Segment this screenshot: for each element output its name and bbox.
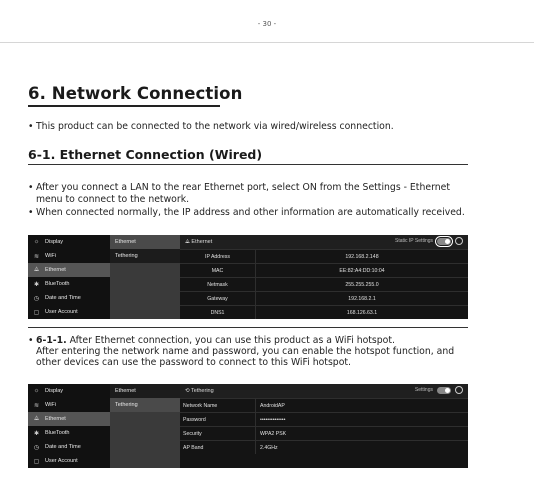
bluetooth-icon: ✱ [33,430,40,437]
sidebar-label: WiFi [45,402,56,408]
sidebar-label: Date and Time [45,444,81,450]
wifi-icon: ≋ [33,253,40,260]
settings-sidebar [28,235,110,319]
bluetooth-icon: ✱ [33,281,40,288]
table-row [180,277,468,291]
sidebar-item-display[interactable] [28,235,110,249]
settings-submenu [110,384,180,468]
panel-header-title: ⟲ Tethering [185,388,214,394]
sidebar-item-date-time[interactable] [28,440,110,454]
submenu-item-ethernet[interactable]: Ethernet [115,388,136,394]
clock-icon: ◷ [33,295,40,302]
sidebar-item-ethernet[interactable] [28,412,110,426]
table-row [180,426,468,440]
submenu-empty-area [110,412,180,468]
row-key: Netmask [207,281,228,288]
sidebar-item-ethernet[interactable] [28,263,110,277]
section-title-underline [28,105,220,107]
submenu-empty-area [110,263,180,319]
user-icon: ▢ [33,458,40,465]
submenu-item-ethernet[interactable]: Ethernet [110,235,180,249]
ethernet-bullet-2: • When connected normally, the IP address and other information are automatically received. [28,207,468,219]
table-row [180,412,468,426]
sidebar-label: User Account [45,458,78,464]
row-key: Password [183,416,206,423]
panel-header-controls [395,237,463,245]
clock-icon: ◷ [33,444,40,451]
sidebar-item-date-time[interactable] [28,291,110,305]
ethernet-icon: ⟁ [33,266,40,273]
sidebar-label: Ethernet [45,416,66,422]
row-value: 192.168.2.1 [255,292,468,305]
panel-header [180,384,468,398]
static-ip-toggle[interactable] [437,238,451,245]
sidebar-label: Date and Time [45,295,81,301]
ap-band-select[interactable]: 2.4GHz [255,441,468,454]
section-intro [28,121,394,133]
table-row [180,291,468,305]
row-key: IP Address [205,253,230,260]
sidebar-item-wifi[interactable] [28,398,110,412]
sidebar-item-user-account[interactable] [28,454,110,468]
row-key: Network Name [183,402,218,409]
table-row [180,440,468,454]
subsection-title-underline [28,164,468,165]
sidebar-item-user-account[interactable] [28,305,110,319]
sidebar-label: Display [45,239,64,245]
gear-icon[interactable] [455,237,463,245]
submenu-item-tethering[interactable]: Tethering [115,253,138,259]
password-field[interactable]: •••••••••••••• [255,413,468,426]
hotspot-instructions [28,335,468,368]
header-divider [0,42,534,43]
display-icon: ☼ [33,239,40,245]
display-icon: ☼ [33,388,40,394]
panel-header-title: ⟁ Ethernet [185,238,213,245]
settings-sidebar [28,384,110,468]
settings-submenu [110,235,180,319]
panel-header-controls [415,386,463,394]
panel-header [180,235,468,249]
hotspot-toggle[interactable] [437,387,451,394]
sidebar-item-bluetooth[interactable] [28,426,110,440]
row-value: 192.168.2.148 [255,250,468,263]
row-key: MAC [211,267,224,274]
settings-label: Settings [414,387,433,393]
ethernet-bullet-1: • After you connect a LAN to the rear Ethernet port, select ON from the Settings - Ethernet menu to connect to the network. [28,182,468,205]
hotspot-label: 6-1-1. [36,335,67,346]
tethering-detail-panel [180,384,468,468]
row-key: Security [183,430,202,437]
page-number: - 30 - [257,20,277,28]
gear-icon[interactable] [455,386,463,394]
row-key: DNS1 [210,309,225,316]
section-title: 6. Network Connection [28,84,243,103]
sidebar-label: Ethernet [45,267,66,273]
sidebar-item-bluetooth[interactable] [28,277,110,291]
sidebar-item-display[interactable] [28,384,110,398]
section-divider [28,327,468,328]
row-value: EE:82:A4:DD:10:04 [255,264,468,277]
submenu-item-tethering[interactable]: Tethering [110,398,180,412]
subsection-title: 6-1. Ethernet Connection (Wired) [28,147,263,162]
security-select[interactable]: WPA2 PSK [255,427,468,440]
static-ip-label: Static IP Settings [395,238,433,244]
sidebar-label: Display [45,388,64,394]
table-row [180,398,468,412]
intro-bullet: • This product can be connected to the network via wired/wireless connection. [28,121,394,133]
hotspot-bullet [28,335,468,346]
ethernet-icon: ⟁ [33,415,40,422]
sidebar-label: WiFi [45,253,56,259]
sidebar-label: BlueTooth [45,430,70,436]
network-name-field[interactable]: AndroidAP [255,399,468,412]
row-key: AP Band [183,444,204,451]
ethernet-settings-screenshot [28,235,468,319]
row-value: 255.255.255.0 [255,278,468,291]
table-row [180,305,468,319]
ethernet-detail-panel [180,235,468,319]
sidebar-label: BlueTooth [45,281,70,287]
hotspot-line-2: After entering the network name and password, you can enable the hotspot function, and other devices can use the password to connect to this WiFi hotspot. [36,346,455,368]
table-row [180,249,468,263]
table-row [180,263,468,277]
row-value: 168.126.63.1 [255,306,468,319]
row-key: Gateway [207,295,228,302]
hotspot-line-1: After Ethernet connection, you can use this product as a WiFi hotspot. [66,335,395,346]
tethering-settings-screenshot [28,384,468,468]
sidebar-item-wifi[interactable] [28,249,110,263]
user-icon: ▢ [33,309,40,316]
sidebar-label: User Account [45,309,78,315]
ethernet-instructions [28,182,468,219]
wifi-icon: ≋ [33,402,40,409]
